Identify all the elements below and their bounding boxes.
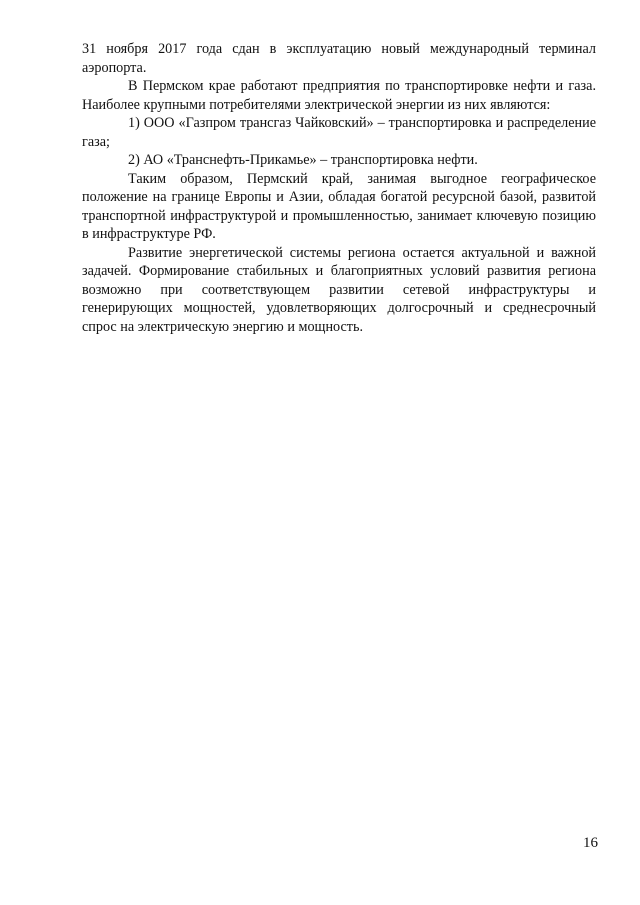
paragraph-energy-system: Развитие энергетической системы региона остается актуальной и важной задачей. Формирование стабильных и благоприятных условий развития региона возможно при соответствующем развитии сетевой инфраструктуры и генерирующих мощностей, удовлетворяющих долгосрочный и среднесрочный спрос на электрическую энергию и мощность. [82,244,596,335]
body-text [82,40,596,336]
paragraph-airport-terminal: 31 ноября 2017 года сдан в эксплуатацию новый международный терминал аэропорта. [82,41,596,76]
paragraph-conclusion: Таким образом, Пермский край, занимая выгодное географическое положение на границе Европы и Азии, обладая богатой ресурсной базой, развитой транспортной инфраструктурой и промышленностью, занимает ключевую позицию в инфраструктуре РФ. [82,170,596,242]
list-item-transneft: 2) АО «Транснефть-Прикамье» – транспортировка нефти. [128,152,478,168]
page-number: 16 [583,835,598,851]
paragraph-oil-gas-companies: В Пермском крае работают предприятия по транспортировке нефти и газа. Наиболее крупными потребителями электрической энергии из них являются: [82,78,596,113]
list-item-gazprom: 1) ООО «Газпром трансгаз Чайковский» – транспортировка и распределение газа; [82,115,596,150]
